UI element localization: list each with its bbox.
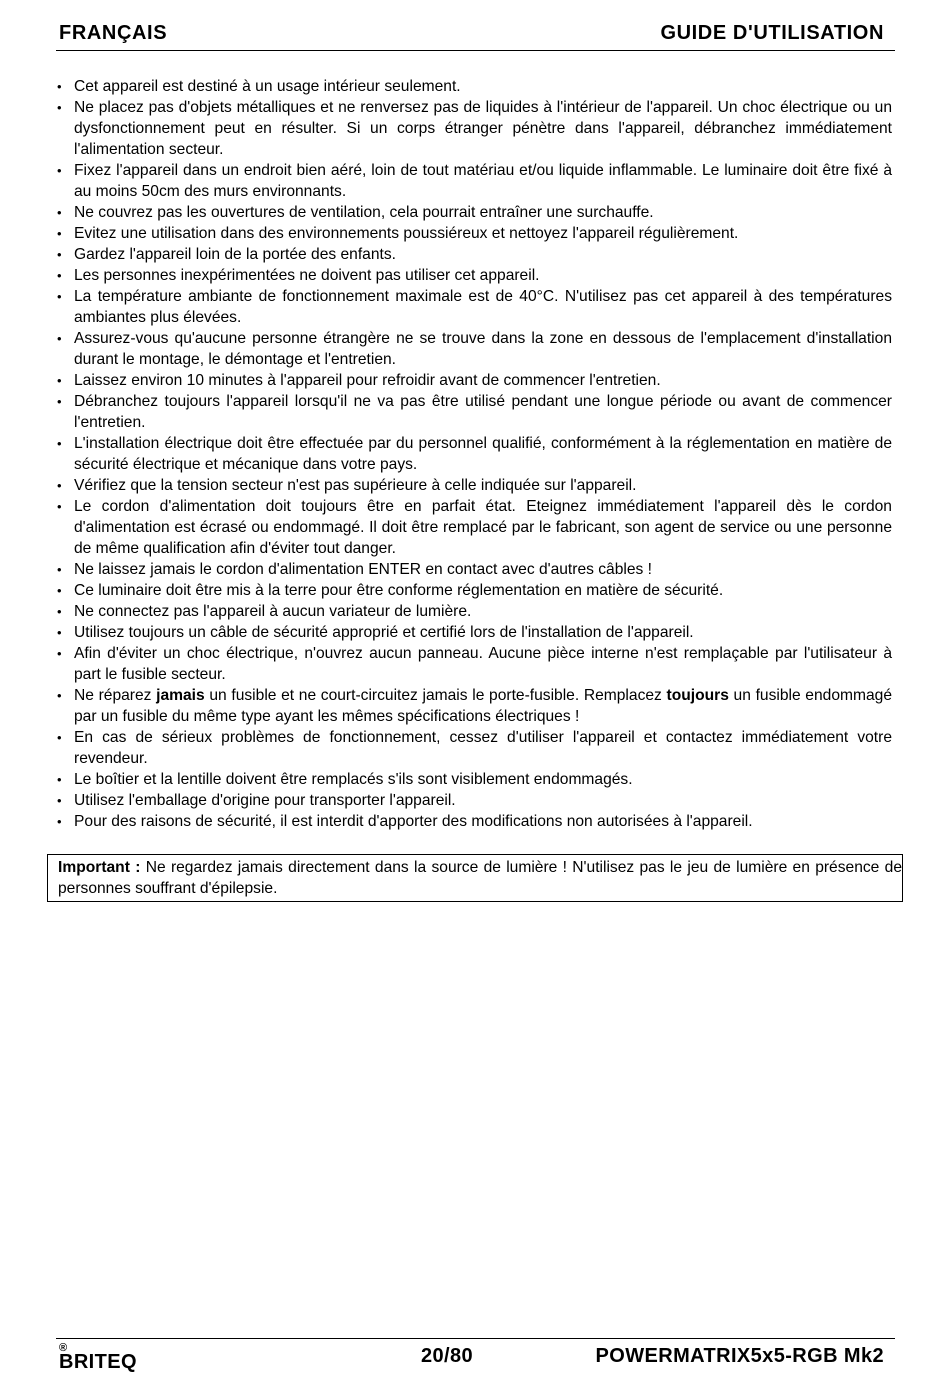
list-item: • Utilisez toujours un câble de sécurité approprié et certifié lors de l'installation de l'appareil. bbox=[56, 622, 892, 643]
list-item: • Utilisez l'emballage d'origine pour transporter l'appareil. bbox=[56, 790, 892, 811]
list-item: • La température ambiante de fonctionnement maximale est de 40°C. N'utilisez pas cet appareil à des températures ambiantes plus élevées. bbox=[56, 286, 892, 328]
fuse-text-3: un fusible endommagé par un fusible du même type ayant les mêmes spécifications électriques ! bbox=[74, 687, 892, 725]
fuse-text-1: Ne réparez bbox=[74, 687, 157, 704]
list-item: • Cet appareil est destiné à un usage intérieur seulement. bbox=[56, 76, 892, 97]
list-item: • Le cordon d'alimentation doit toujours être en parfait état. Eteignez immédiatement l'appareil dès le cordon d'alimentation est écrasé ou endommagé. Il doit être remplacé par le fabricant, son agent de service ou une personne de même qualification afin d'éviter tout danger. bbox=[56, 496, 892, 559]
list-item: • Ne couvrez pas les ouvertures de ventilation, cela pourrait entraîner une surchauffe. bbox=[56, 202, 892, 223]
list-item: • En cas de sérieux problèmes de fonctionnement, cessez d'utiliser l'appareil et contactez immédiatement votre revendeur. bbox=[56, 727, 892, 769]
list-item: • Débranchez toujours l'appareil lorsqu'il ne va pas être utilisé pendant une longue période ou avant de commencer l'entretien. bbox=[56, 391, 892, 433]
registered-mark: ® bbox=[59, 1342, 68, 1355]
header-title: GUIDE D'UTILISATION bbox=[660, 22, 884, 44]
list-item: • Ne placez pas d'objets métalliques et ne renversez pas de liquides à l'intérieur de l'appareil. Un choc électrique ou un dysfonctionnement peut en résulter. Si un corps étranger pénètre dans l'appareil, débranchez immédiatement l'alimentation secteur. bbox=[56, 97, 892, 160]
header-language: FRANÇAIS bbox=[59, 22, 168, 44]
important-text: Ne regardez jamais directement dans la source de lumière ! N'utilisez pas le jeu de lumière en présence de personnes souffrant d'épilepsie. bbox=[58, 859, 902, 897]
list-item: • L'installation électrique doit être effectuée par du personnel qualifié, conformément à la réglementation en matière de sécurité électrique et mécanique dans votre pays. bbox=[56, 433, 892, 475]
important-label: Important : bbox=[58, 859, 141, 876]
list-item: • Afin d'éviter un choc électrique, n'ouvrez aucun panneau. Aucune pièce interne n'est remplaçable par l'utilisateur à part le fusible secteur. bbox=[56, 643, 892, 685]
list-item: • Pour des raisons de sécurité, il est interdit d'apporter des modifications non autorisées à l'appareil. bbox=[56, 811, 892, 832]
fuse-text-2: un fusible et ne court-circuitez jamais le porte-fusible. Remplacez bbox=[204, 687, 667, 704]
page-header bbox=[56, 20, 895, 51]
page-number: 20/80 bbox=[421, 1345, 474, 1367]
list-item: • Les personnes inexpérimentées ne doivent pas utiliser cet appareil. bbox=[56, 265, 892, 286]
brand-name: BRITEQ bbox=[59, 1351, 137, 1373]
list-item: • Ce luminaire doit être mis à la terre pour être conforme réglementation en matière de sécurité. bbox=[56, 580, 892, 601]
list-item: • Gardez l'appareil loin de la portée des enfants. bbox=[56, 244, 892, 265]
list-item: • Vérifiez que la tension secteur n'est pas supérieure à celle indiquée sur l'appareil. bbox=[56, 475, 892, 496]
list-item: • Ne connectez pas l'appareil à aucun variateur de lumière. bbox=[56, 601, 892, 622]
list-item: • Fixez l'appareil dans un endroit bien aéré, loin de tout matériau et/ou liquide inflammable. Le luminaire doit être fixé à au moins 50cm des murs environnants. bbox=[56, 160, 892, 202]
list-item-fuse bbox=[56, 685, 892, 727]
list-item: • Laissez environ 10 minutes à l'appareil pour refroidir avant de commencer l'entretien. bbox=[56, 370, 892, 391]
list-item: • Le boîtier et la lentille doivent être remplacés s'ils sont visiblement endommagés. bbox=[56, 769, 892, 790]
list-item: • Evitez une utilisation dans des environnements poussiéreux et nettoyez l'appareil régulièrement. bbox=[56, 223, 892, 244]
fuse-bold-always: toujours bbox=[666, 687, 729, 704]
list-item: • Ne laissez jamais le cordon d'alimentation ENTER en contact avec d'autres câbles ! bbox=[56, 559, 892, 580]
important-notice bbox=[47, 854, 903, 902]
safety-rules-list bbox=[56, 76, 892, 832]
page-footer bbox=[56, 1338, 895, 1373]
fuse-bold-never: jamais bbox=[156, 687, 205, 704]
list-item: • Assurez-vous qu'aucune personne étrangère ne se trouve dans la zone en dessous de l'emplacement d'installation durant le montage, le démontage et l'entretien. bbox=[56, 328, 892, 370]
footer-brand bbox=[59, 1342, 137, 1373]
footer-model: POWERMATRIX5x5-RGB Mk2 bbox=[595, 1345, 884, 1367]
